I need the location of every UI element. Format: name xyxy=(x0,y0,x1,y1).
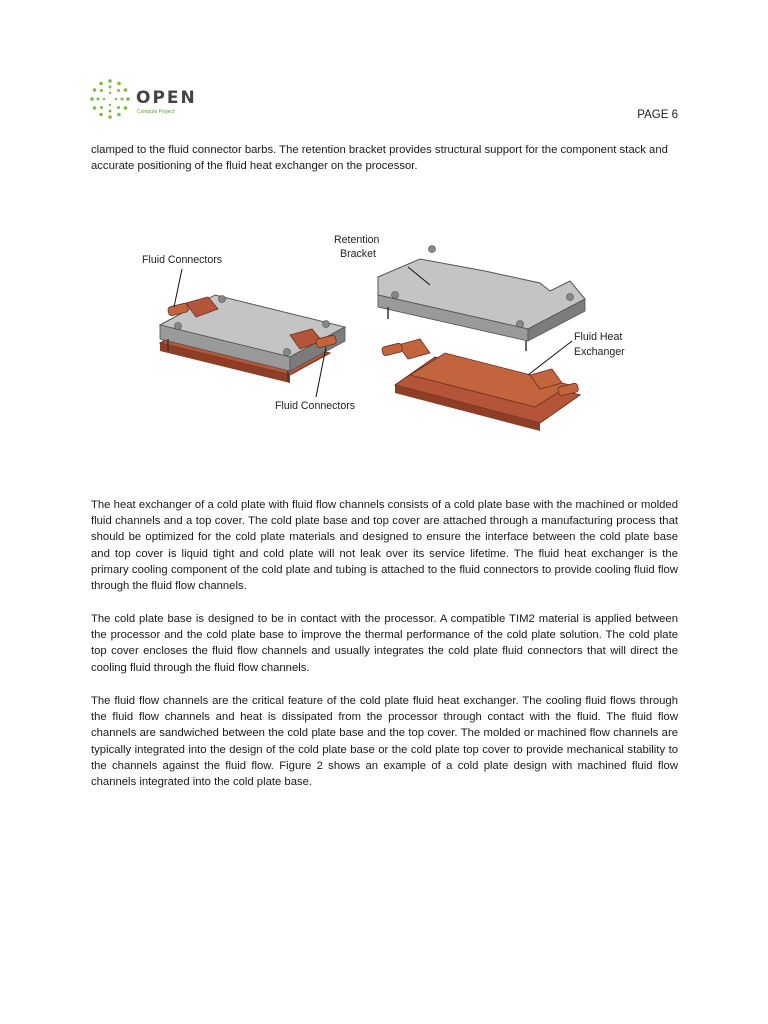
label-fluid-heat-exchanger-1: Fluid Heat xyxy=(574,331,623,343)
logo-wordmark: OPEN xyxy=(136,88,197,108)
retention-bracket xyxy=(378,246,585,352)
label-fluid-connectors-top: Fluid Connectors xyxy=(142,254,223,266)
cold-plate-illustration xyxy=(130,225,630,435)
label-fluid-heat-exchanger-2: Exchanger xyxy=(574,346,625,358)
paragraph-heat-exchanger: The heat exchanger of a cold plate with fluid flow channels consists of a cold plate base with the machined or molded fluid channels and a top cover. The cold plate base and top cover are attached through a manufacturing process that should be optimized for the cold plate materials and designed to ensure the interface between the cold plate base and top cover is liquid tight and cold plate will not leak over its service lifetime. The fluid heat exchanger is the primary cooling component of the cold plate and tubing is attached to the fluid connectors to provide cooling fluid flow through the fluid flow channels. xyxy=(91,499,678,593)
label-fluid-connectors-bottom: Fluid Connectors xyxy=(275,400,356,412)
paragraph-intro: clamped to the fluid connector barbs. The retention bracket provides structural support for the component stack and accurate positioning of the fluid heat exchanger on the processor. xyxy=(91,144,668,173)
label-retention-bracket-2: Bracket xyxy=(340,248,376,260)
logo-subtitle: Compute Project xyxy=(137,109,175,115)
paragraph-flow-channels: The fluid flow channels are the critical feature of the cold plate fluid heat exchanger. The cooling fluid flows through the fluid flow channels and heat is dissipated from the processor through contact with the fluid. The fluid flow channels are sandwiched between the cold plate base and the top cover. The molded or machined flow channels are typically integrated into the design of the cold plate base or the cold plate top cover to provide mechanical stability to the channels against the fluid flow. Figure 2 shows an example of a cold plate design with machined fluid flow channels integrated into the cold plate base. xyxy=(91,695,678,789)
ocp-dot-ring-icon xyxy=(88,77,132,121)
label-retention-bracket-1: Retention xyxy=(334,234,380,246)
paragraph-cold-plate-base: The cold plate base is designed to be in contact with the processor. A compatible TIM2 material is applied between the processor and the cold plate base to improve the thermal performance of the cold plate solution. The cold plate top cover encloses the fluid flow channels and usually integrates the cold plate fluid connectors that will direct the cooling fluid through the fluid flow channels. xyxy=(91,613,678,674)
cold-plate-figure xyxy=(130,225,630,435)
ocp-logo xyxy=(88,77,197,123)
page-number: PAGE 6 xyxy=(637,109,678,121)
fluid-heat-exchanger xyxy=(381,339,580,431)
